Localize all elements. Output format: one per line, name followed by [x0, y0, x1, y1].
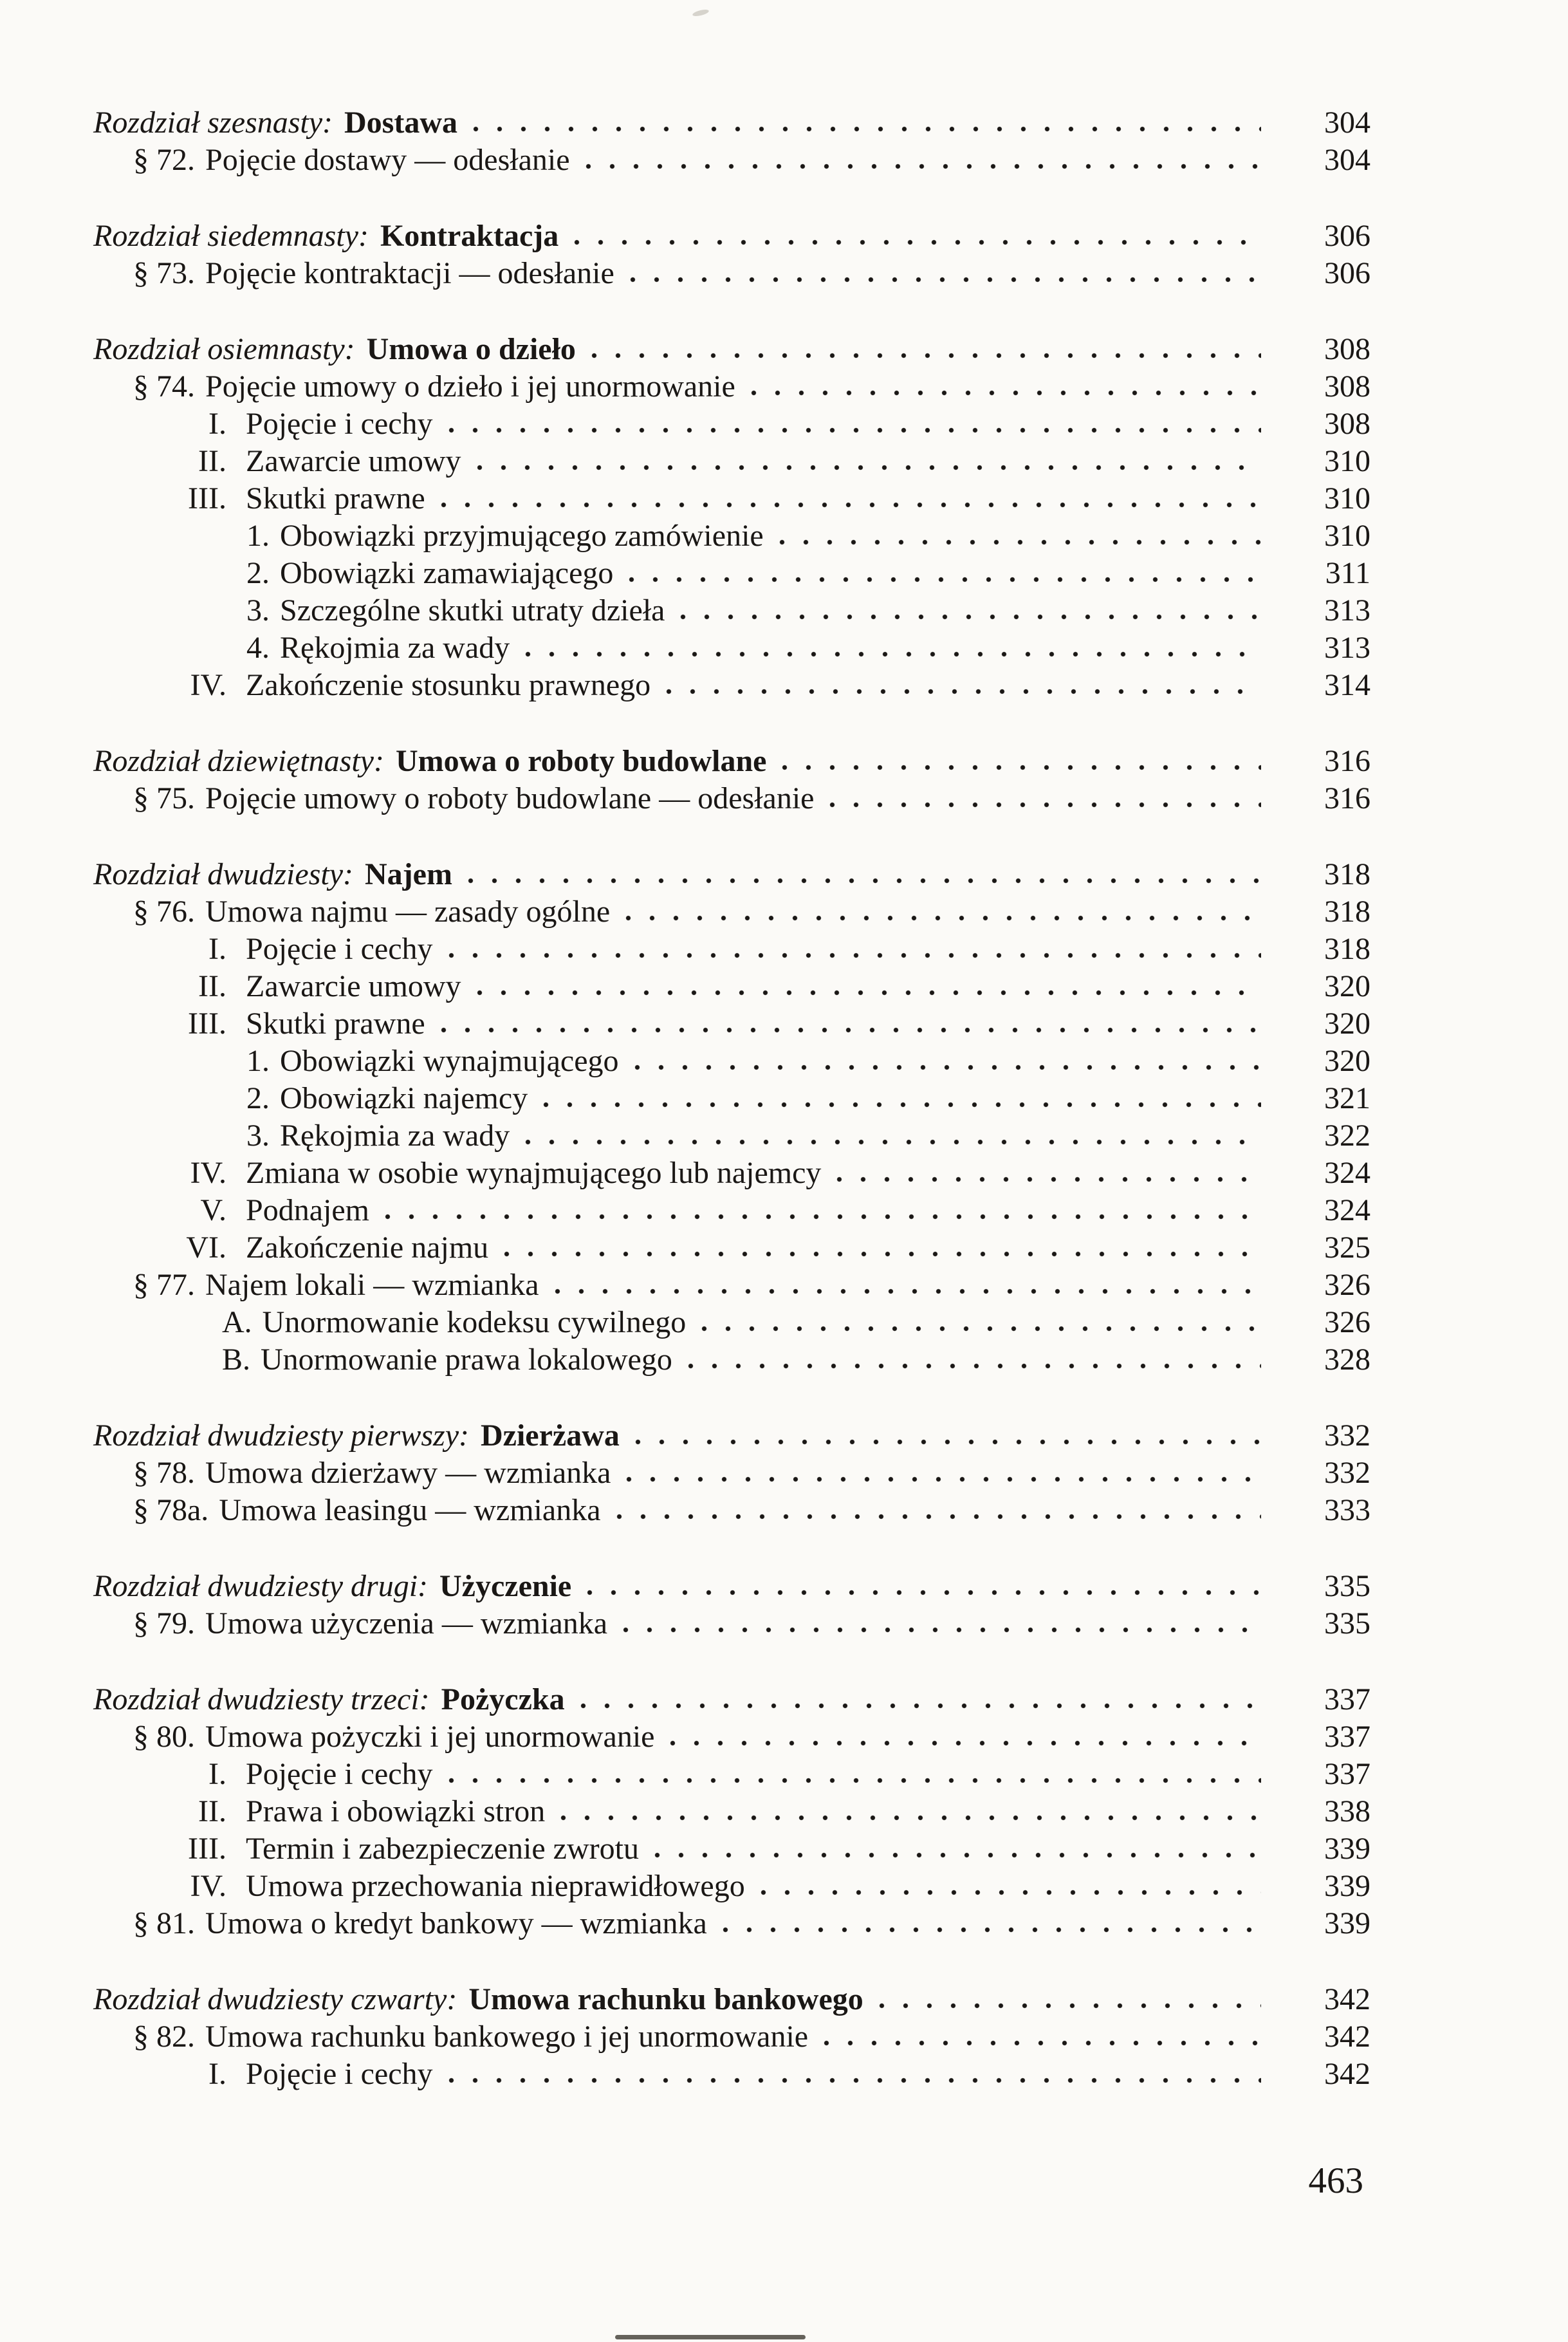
entry-label: 4.	[246, 631, 270, 665]
entry-label: 3.	[246, 1119, 270, 1153]
toc-chapter-heading	[93, 856, 1370, 893]
toc-section	[93, 743, 1370, 817]
dot-leader	[836, 1176, 1261, 1182]
entry-title: Najem lokali — wzmianka	[205, 1268, 539, 1302]
toc-section	[93, 1568, 1370, 1642]
dot-leader	[654, 1852, 1261, 1858]
dot-leader	[629, 577, 1261, 582]
dot-leader	[586, 163, 1261, 169]
dot-leader	[468, 878, 1261, 884]
entry-page-number: 342	[1324, 2020, 1370, 2054]
entry-title: Pojęcie dostawy — odesłanie	[205, 143, 570, 177]
toc-entry	[93, 1868, 1370, 1905]
entry-label: § 82.	[133, 2020, 195, 2054]
entry-title: Umowa leasingu — wzmianka	[219, 1493, 601, 1527]
entry-page-number: 321	[1324, 1081, 1370, 1115]
entry-title: Pojęcie kontraktacji — odesłanie	[205, 256, 614, 290]
entry-label: § 75.	[133, 781, 195, 815]
entry-label: § 78.	[133, 1456, 195, 1490]
entry-page-number: 332	[1324, 1418, 1370, 1453]
entry-label: III.	[188, 481, 226, 516]
toc-chapter-heading	[93, 104, 1370, 142]
dot-leader	[634, 1064, 1262, 1070]
dot-leader	[688, 1363, 1261, 1369]
entry-page-number: 338	[1324, 1794, 1370, 1828]
toc-entry	[93, 1492, 1370, 1529]
entry-label: II.	[198, 1794, 226, 1828]
entry-label: § 73.	[133, 256, 195, 290]
entry-label: § 77.	[133, 1268, 195, 1302]
dot-leader	[779, 539, 1261, 545]
toc-section	[93, 1417, 1370, 1529]
entry-label: § 76.	[133, 895, 195, 929]
entry-page-number: 306	[1324, 219, 1370, 253]
entry-title: Umowa najmu — zasady ogólne	[205, 895, 611, 929]
toc-entry	[93, 1155, 1370, 1192]
dot-leader	[879, 2003, 1261, 2009]
entry-page-number: 337	[1324, 1757, 1370, 1791]
chapter-prefix: Rozdział osiemnasty:	[93, 332, 355, 366]
folio-page-number: 463	[1308, 2161, 1363, 2201]
dot-leader	[448, 953, 1261, 958]
entry-label: 2.	[246, 556, 270, 590]
toc-entry	[93, 629, 1370, 667]
dot-leader	[623, 1627, 1261, 1633]
toc-chapter-heading	[93, 1681, 1370, 1718]
entry-title: Umowa pożyczki i jej unormowanie	[205, 1720, 655, 1754]
entry-page-number: 324	[1324, 1156, 1370, 1190]
entry-page-number: 308	[1324, 407, 1370, 441]
dot-leader	[580, 1703, 1261, 1709]
entry-label: I.	[208, 407, 226, 441]
entry-label: 1.	[246, 519, 270, 553]
entry-page-number: 325	[1324, 1231, 1370, 1265]
dot-leader	[525, 651, 1261, 657]
toc-entry	[93, 555, 1370, 592]
entry-label: IV.	[190, 1156, 226, 1190]
entry-title: Obowiązki zamawiającego	[280, 556, 614, 590]
entry-page-number: 310	[1324, 519, 1370, 553]
entry-page-number: 326	[1324, 1305, 1370, 1339]
entry-label: V.	[200, 1193, 226, 1227]
entry-page-number: 335	[1324, 1606, 1370, 1640]
entry-page-number: 326	[1324, 1268, 1370, 1302]
entry-title: Umowa rachunku bankowego	[468, 1982, 863, 2016]
entry-label: IV.	[190, 668, 226, 702]
table-of-contents	[93, 104, 1370, 2093]
entry-page-number: 310	[1324, 444, 1370, 478]
entry-page-number: 311	[1325, 556, 1370, 590]
entry-page-number: 313	[1324, 593, 1370, 627]
entry-label: § 78a.	[133, 1493, 209, 1527]
entry-title: Pojęcie umowy o roboty budowlane — odesłanie	[205, 781, 815, 815]
scan-artifact	[615, 2335, 806, 2339]
entry-title: Użyczenie	[439, 1569, 572, 1603]
entry-label: 1.	[246, 1044, 270, 1078]
toc-entry	[93, 443, 1370, 480]
toc-entry	[93, 1304, 1370, 1341]
chapter-prefix: Rozdział dwudziesty drugi:	[93, 1569, 429, 1603]
entry-label: 2.	[246, 1081, 270, 1115]
toc-entry	[93, 1454, 1370, 1492]
chapter-prefix: Rozdział dwudziesty:	[93, 857, 353, 891]
dot-leader	[701, 1326, 1261, 1332]
entry-title: Umowa rachunku bankowego i jej unormowanie	[205, 2020, 809, 2054]
entry-label: III.	[188, 1832, 226, 1866]
dot-leader	[666, 689, 1261, 694]
entry-label: I.	[208, 2057, 226, 2091]
entry-label: IV.	[190, 1869, 226, 1903]
entry-title: Pojęcie i cechy	[246, 1757, 433, 1791]
dot-leader	[587, 1590, 1261, 1595]
entry-page-number: 320	[1324, 1007, 1370, 1041]
entry-page-number: 332	[1324, 1456, 1370, 1490]
entry-title: Pożyczka	[441, 1682, 565, 1716]
dot-leader	[385, 1214, 1261, 1220]
dot-leader	[555, 1288, 1261, 1294]
entry-title: Rękojmia za wady	[280, 1119, 510, 1153]
dot-leader	[635, 1439, 1261, 1445]
entry-title: Umowa o dzieło	[366, 332, 576, 366]
toc-entry	[93, 1080, 1370, 1117]
entry-title: Podnajem	[246, 1193, 369, 1227]
dot-leader	[448, 2077, 1261, 2083]
dot-leader	[824, 2040, 1261, 2046]
toc-section	[93, 1981, 1370, 2093]
toc-entry	[93, 1756, 1370, 1793]
entry-title: Umowa przechowania nieprawidłowego	[246, 1869, 745, 1903]
entry-title: Zakończenie najmu	[246, 1231, 489, 1265]
entry-page-number: 318	[1324, 895, 1370, 929]
dot-leader	[441, 1027, 1261, 1033]
toc-entry	[93, 780, 1370, 817]
dot-leader	[525, 1139, 1261, 1145]
dot-leader	[477, 990, 1261, 996]
entry-label: § 72.	[133, 143, 195, 177]
dot-leader	[560, 1815, 1261, 1821]
entry-page-number: 322	[1324, 1119, 1370, 1153]
entry-label: I.	[208, 1757, 226, 1791]
toc-entry	[93, 1830, 1370, 1868]
entry-label: II.	[198, 969, 226, 1003]
toc-entry	[93, 142, 1370, 179]
dot-leader	[473, 126, 1261, 132]
entry-title: Najem	[365, 857, 452, 891]
entry-title: Pojęcie umowy o dzieło i jej unormowanie	[205, 369, 735, 404]
toc-entry	[93, 968, 1370, 1005]
toc-chapter-heading	[93, 743, 1370, 780]
entry-page-number: 306	[1324, 256, 1370, 290]
entry-page-number: 337	[1324, 1682, 1370, 1716]
entry-title: Kontraktacja	[380, 219, 559, 253]
toc-chapter-heading	[93, 331, 1370, 368]
entry-page-number: 313	[1324, 631, 1370, 665]
entry-page-number: 310	[1324, 481, 1370, 516]
dot-leader	[626, 1476, 1261, 1482]
entry-page-number: 308	[1324, 332, 1370, 366]
dot-leader	[670, 1740, 1261, 1746]
toc-entry	[93, 893, 1370, 931]
entry-page-number: 304	[1324, 143, 1370, 177]
toc-chapter-heading	[93, 1981, 1370, 2018]
entry-title: Szczególne skutki utraty dzieła	[280, 593, 665, 627]
chapter-prefix: Rozdział siedemnasty:	[93, 219, 369, 253]
toc-entry	[93, 931, 1370, 968]
toc-section	[93, 1681, 1370, 1942]
chapter-prefix: Rozdział dwudziesty pierwszy:	[93, 1418, 469, 1453]
entry-page-number: 308	[1324, 369, 1370, 404]
entry-title: Obowiązki wynajmującego	[280, 1044, 619, 1078]
entry-title: Pojęcie i cechy	[246, 932, 433, 966]
entry-title: Umowa użyczenia — wzmianka	[205, 1606, 608, 1640]
toc-entry	[93, 1005, 1370, 1043]
entry-title: Zawarcie umowy	[246, 969, 461, 1003]
entry-page-number: 335	[1324, 1569, 1370, 1603]
toc-entry	[93, 368, 1370, 405]
toc-entry	[93, 1905, 1370, 1942]
entry-label: III.	[188, 1007, 226, 1041]
toc-entry	[93, 1043, 1370, 1080]
entry-title: Prawa i obowiązki stron	[246, 1794, 546, 1828]
dot-leader	[680, 614, 1261, 620]
entry-page-number: 339	[1324, 1832, 1370, 1866]
entry-title: Umowa o roboty budowlane	[395, 744, 767, 778]
dot-leader	[543, 1102, 1261, 1108]
dot-leader	[477, 465, 1261, 470]
entry-page-number: 304	[1324, 106, 1370, 140]
dot-leader	[504, 1251, 1261, 1257]
entry-title: Unormowanie kodeksu cywilnego	[262, 1305, 687, 1339]
entry-title: Dostawa	[344, 106, 457, 140]
entry-label: II.	[198, 444, 226, 478]
entry-page-number: 333	[1324, 1493, 1370, 1527]
entry-title: Skutki prawne	[246, 481, 425, 516]
toc-entry	[93, 1605, 1370, 1642]
toc-entry	[93, 517, 1370, 555]
toc-entry	[93, 667, 1370, 704]
dot-leader	[616, 1514, 1262, 1520]
entry-page-number: 318	[1324, 932, 1370, 966]
toc-entry	[93, 1267, 1370, 1304]
toc-chapter-heading	[93, 1568, 1370, 1605]
entry-label: § 74.	[133, 369, 195, 404]
entry-page-number: 320	[1324, 969, 1370, 1003]
chapter-prefix: Rozdział dziewiętnasty:	[93, 744, 384, 778]
toc-entry	[93, 1793, 1370, 1830]
entry-page-number: 318	[1324, 857, 1370, 891]
toc-entry	[93, 405, 1370, 443]
entry-title: Dzierżawa	[481, 1418, 620, 1453]
entry-page-number: 314	[1324, 668, 1370, 702]
entry-label: VI.	[186, 1231, 226, 1265]
toc-entry	[93, 1117, 1370, 1155]
entry-page-number: 316	[1324, 781, 1370, 815]
entry-title: Umowa o kredyt bankowy — wzmianka	[205, 1906, 707, 1940]
dot-leader	[630, 277, 1261, 283]
entry-label: B.	[222, 1343, 251, 1377]
dot-leader	[723, 1927, 1261, 1933]
dot-leader	[448, 1778, 1261, 1783]
entry-title: Obowiązki przyjmującego zamówienie	[280, 519, 764, 553]
chapter-prefix: Rozdział dwudziesty czwarty:	[93, 1982, 457, 2016]
toc-entry	[93, 2018, 1370, 2056]
entry-page-number: 320	[1324, 1044, 1370, 1078]
entry-page-number: 339	[1324, 1869, 1370, 1903]
entry-label: § 79.	[133, 1606, 195, 1640]
entry-title: Zakończenie stosunku prawnego	[246, 668, 651, 702]
scan-artifact	[692, 8, 709, 17]
entry-label: A.	[222, 1305, 252, 1339]
entry-title: Pojęcie i cechy	[246, 2057, 433, 2091]
entry-title: Zawarcie umowy	[246, 444, 461, 478]
entry-page-number: 339	[1324, 1906, 1370, 1940]
toc-entry	[93, 1341, 1370, 1379]
toc-entry	[93, 1229, 1370, 1267]
entry-label: 3.	[246, 593, 270, 627]
entry-page-number: 316	[1324, 744, 1370, 778]
entry-page-number: 328	[1324, 1343, 1370, 1377]
entry-page-number: 342	[1324, 1982, 1370, 2016]
toc-chapter-heading	[93, 1417, 1370, 1454]
entry-title: Skutki prawne	[246, 1007, 425, 1041]
entry-label: § 80.	[133, 1720, 195, 1754]
entry-title: Obowiązki najemcy	[280, 1081, 528, 1115]
toc-entry	[93, 592, 1370, 629]
entry-title: Unormowanie prawa lokalowego	[261, 1343, 672, 1377]
toc-section	[93, 331, 1370, 704]
toc-entry	[93, 255, 1370, 292]
dot-leader	[625, 915, 1261, 921]
toc-section	[93, 856, 1370, 1379]
entry-title: Zmiana w osobie wynajmującego lub najemcy	[246, 1156, 822, 1190]
toc-entry	[93, 1192, 1370, 1229]
entry-title: Rękojmia za wady	[280, 631, 510, 665]
chapter-prefix: Rozdział dwudziesty trzeci:	[93, 1682, 430, 1716]
toc-entry	[93, 480, 1370, 517]
dot-leader	[441, 502, 1261, 508]
toc-section	[93, 104, 1370, 179]
dot-leader	[448, 427, 1261, 433]
toc-entry	[93, 2056, 1370, 2093]
dot-leader	[761, 1890, 1261, 1895]
dot-leader	[751, 390, 1261, 396]
dot-leader	[782, 765, 1261, 770]
entry-page-number: 324	[1324, 1193, 1370, 1227]
dot-leader	[591, 353, 1261, 358]
entry-label: § 81.	[133, 1906, 195, 1940]
entry-page-number: 342	[1324, 2057, 1370, 2091]
entry-title: Pojęcie i cechy	[246, 407, 433, 441]
toc-entry	[93, 1718, 1370, 1756]
entry-page-number: 337	[1324, 1720, 1370, 1754]
entry-title: Umowa dzierżawy — wzmianka	[205, 1456, 611, 1490]
chapter-prefix: Rozdział szesnasty:	[93, 106, 333, 140]
dot-leader	[574, 239, 1261, 245]
toc-section	[93, 218, 1370, 292]
dot-leader	[829, 802, 1261, 808]
toc-chapter-heading	[93, 218, 1370, 255]
entry-title: Termin i zabezpieczenie zwrotu	[246, 1832, 639, 1866]
entry-label: I.	[208, 932, 226, 966]
